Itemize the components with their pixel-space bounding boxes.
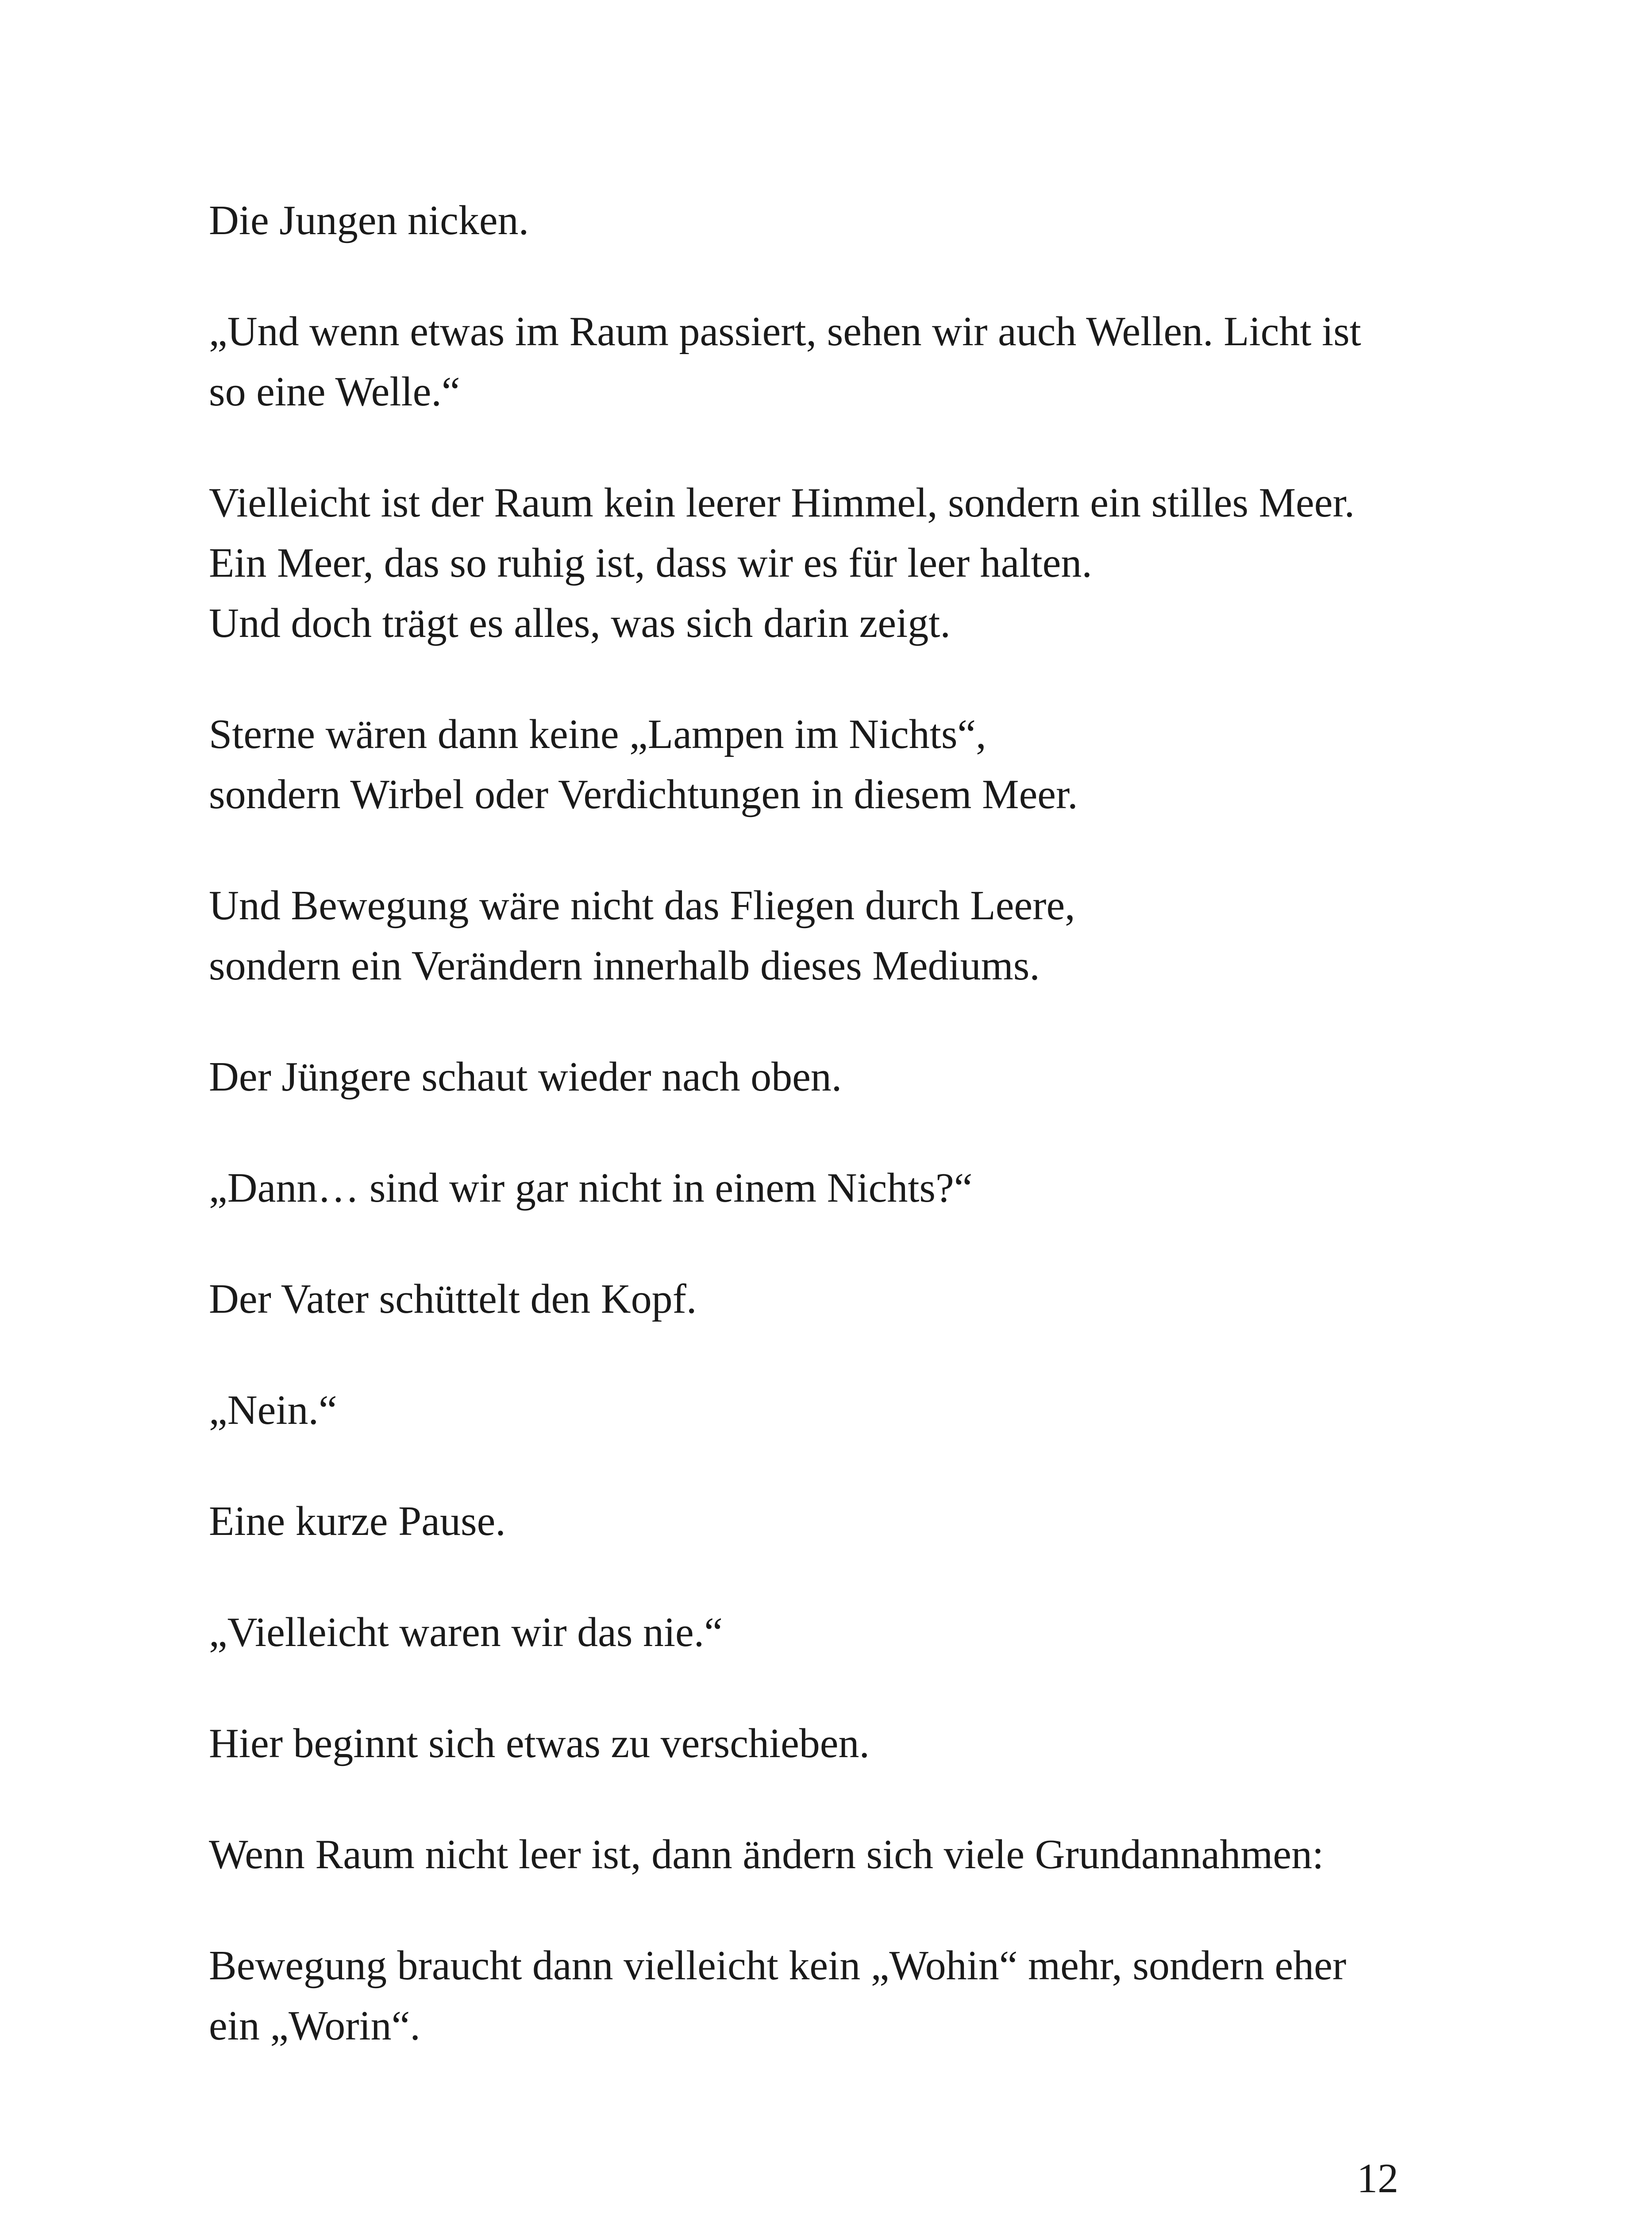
paragraph bbox=[209, 1158, 1430, 1218]
text-line: Und doch trägt es alles, was sich darin zeigt. bbox=[209, 600, 951, 646]
text-line: Und Bewegung wäre nicht das Fliegen durch Leere, bbox=[209, 883, 1075, 929]
text-line: Sterne wären dann keine „Lampen im Nichts“, bbox=[209, 711, 986, 757]
text-line: sondern ein Verändern innerhalb dieses Mediums. bbox=[209, 943, 1040, 989]
paragraph bbox=[209, 301, 1430, 422]
paragraph bbox=[209, 1491, 1430, 1551]
paragraph bbox=[209, 1269, 1430, 1329]
text-line: Vielleicht ist der Raum kein leerer Himmel, sondern ein stilles Meer. bbox=[209, 480, 1355, 526]
text-line: sondern Wirbel oder Verdichtungen in diesem Meer. bbox=[209, 771, 1078, 817]
paragraph bbox=[209, 1047, 1430, 1107]
paragraph bbox=[209, 1380, 1430, 1440]
text-line: Eine kurze Pause. bbox=[209, 1498, 506, 1544]
paragraph bbox=[209, 190, 1430, 251]
body-text bbox=[209, 190, 1430, 2107]
text-line: Hier beginnt sich etwas zu verschieben. bbox=[209, 1720, 870, 1766]
text-line: ein „Worin“. bbox=[209, 2003, 420, 2049]
paragraph bbox=[209, 473, 1430, 653]
text-line: Wenn Raum nicht leer ist, dann ändern sich viele Grundannahmen: bbox=[209, 1831, 1324, 1878]
text-line: „Nein.“ bbox=[209, 1387, 337, 1433]
paragraph bbox=[209, 1602, 1430, 1662]
text-line: Der Jüngere schaut wieder nach oben. bbox=[209, 1054, 842, 1100]
paragraph bbox=[209, 1935, 1430, 2056]
text-line: „Dann… sind wir gar nicht in einem Nichts?“ bbox=[209, 1165, 973, 1211]
text-line: so eine Welle.“ bbox=[209, 369, 460, 415]
paragraph bbox=[209, 1824, 1430, 1885]
text-line: Die Jungen nicken. bbox=[209, 197, 529, 243]
text-line: „Und wenn etwas im Raum passiert, sehen wir auch Wellen. Licht ist bbox=[209, 308, 1361, 355]
paragraph bbox=[209, 875, 1430, 996]
text-line: Der Vater schüttelt den Kopf. bbox=[209, 1276, 697, 1322]
text-line: Bewegung braucht dann vielleicht kein „Wohin“ mehr, sondern eher bbox=[209, 1943, 1347, 1989]
page-number: 12 bbox=[1357, 2155, 1398, 2201]
paragraph bbox=[209, 1713, 1430, 1773]
text-line: „Vielleicht waren wir das nie.“ bbox=[209, 1609, 723, 1655]
text-line: Ein Meer, das so ruhig ist, dass wir es für leer halten. bbox=[209, 540, 1092, 586]
paragraph bbox=[209, 704, 1430, 825]
